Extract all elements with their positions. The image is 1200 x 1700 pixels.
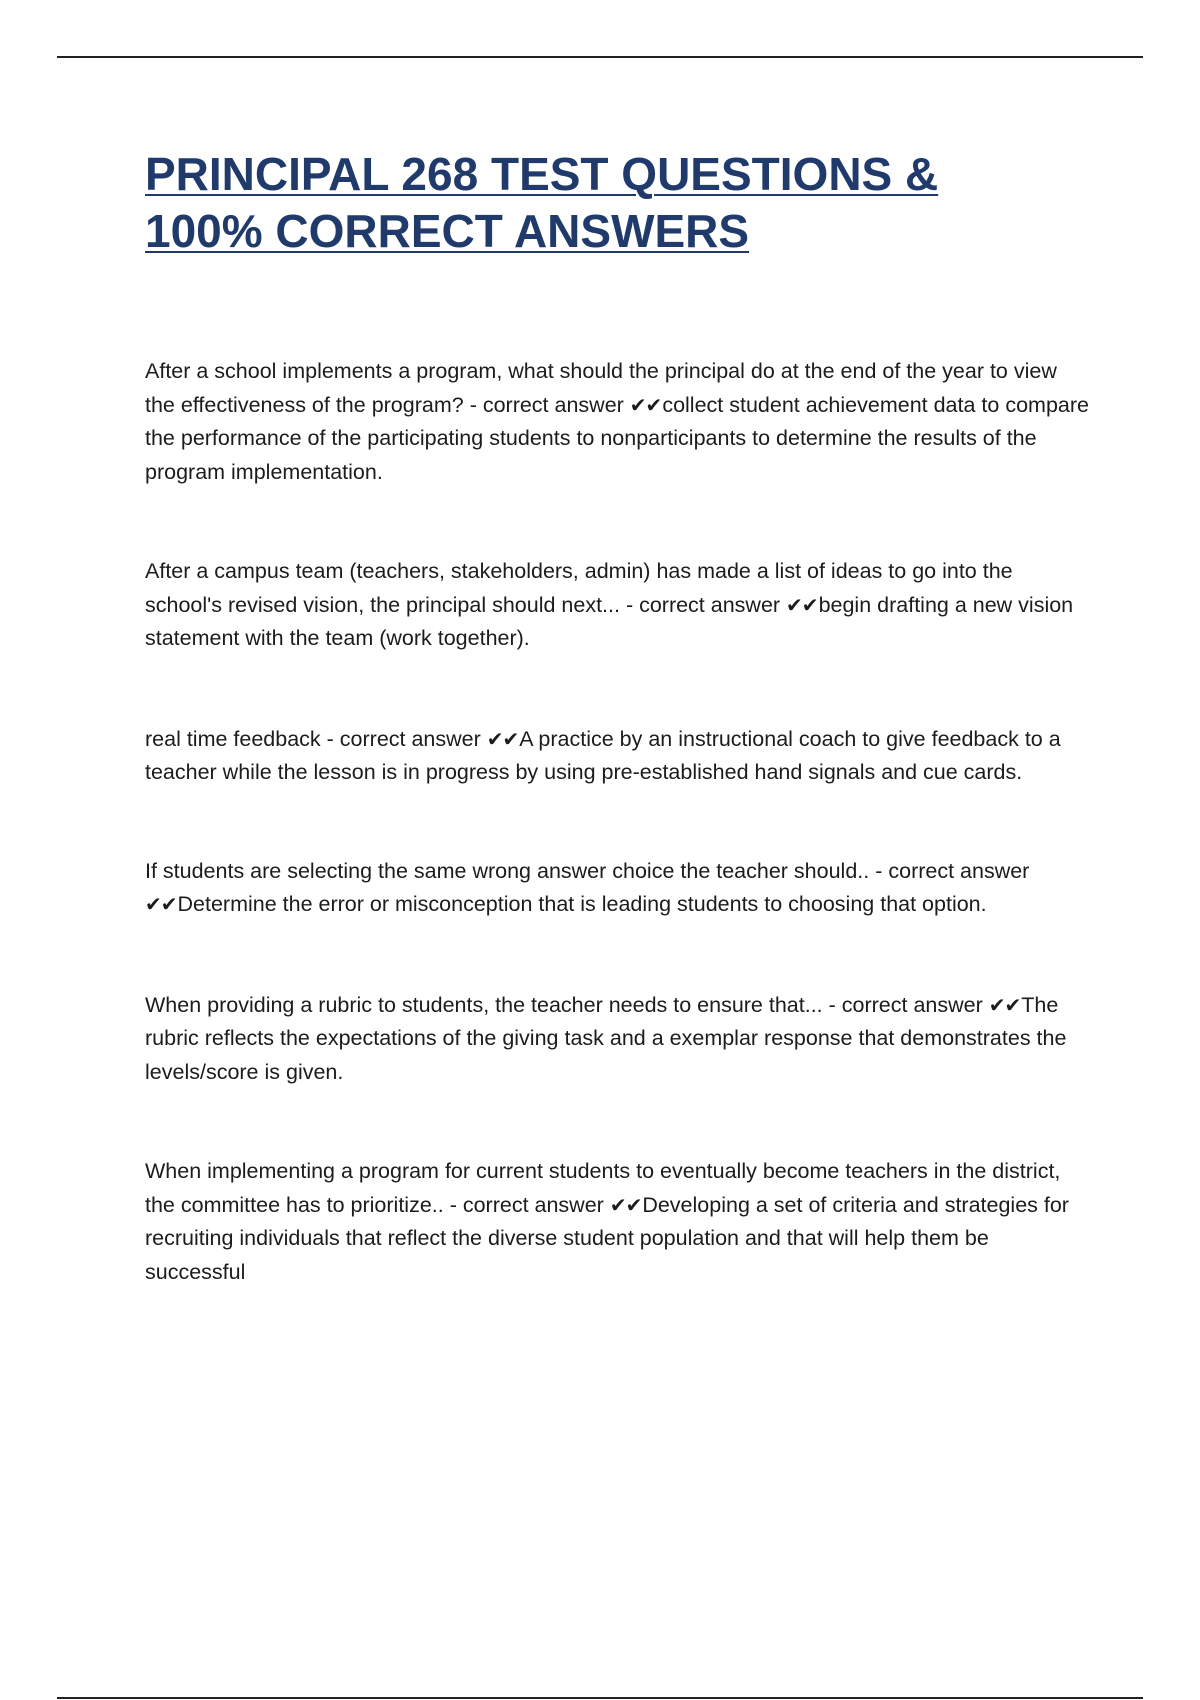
double-check-icon: ✔✔ xyxy=(786,592,818,617)
double-check-icon: ✔✔ xyxy=(629,392,662,417)
answer-separator: - correct answer xyxy=(463,392,630,417)
answer-text: A practice by an instructional coach to give feedback to a teacher while the lesson is in progress by using pre-established hand signals and cue cards. xyxy=(145,726,1061,784)
answer-text: Developing a set of criteria and strategies for recruiting individuals that reflect the diverse student population and that will help them be successful xyxy=(145,1192,1069,1284)
qa-item xyxy=(145,723,1090,790)
double-check-icon: ✔✔ xyxy=(609,1192,642,1217)
qa-item xyxy=(145,989,1090,1090)
header-rule xyxy=(57,56,1143,58)
footer-rule xyxy=(57,1697,1143,1699)
question-text: When implementing a program for current students to eventually become teachers in the district, the committee has to prioritize.. xyxy=(145,1159,1061,1217)
qa-item xyxy=(145,1155,1090,1289)
question-text: After a school implements a program, what should the principal do at the end of the year to view the effectiveness of the program? xyxy=(145,359,1057,417)
answer-separator: - correct answer xyxy=(869,858,1030,883)
answer-text: The rubric reflects the expectations of the giving task and a exemplar response that demonstrates the levels/score is given. xyxy=(145,992,1067,1084)
double-check-icon: ✔✔ xyxy=(988,992,1021,1017)
answer-separator: - correct answer xyxy=(443,1192,610,1217)
title-line-2: 100% CORRECT ANSWERS xyxy=(145,205,750,257)
qa-item xyxy=(145,555,1090,656)
answer-separator: - correct answer xyxy=(320,726,487,751)
qa-item xyxy=(145,855,1090,922)
answer-separator: - correct answer xyxy=(619,592,787,617)
title-line-1: PRINCIPAL 268 TEST QUESTIONS & xyxy=(145,148,939,200)
qa-list xyxy=(145,355,1090,1289)
question-text: After a campus team (teachers, stakeholders, admin) has made a list of ideas to go into the school's revised vision, the principal should next... xyxy=(145,559,1013,617)
document-title xyxy=(145,146,1105,260)
question-text: real time feedback xyxy=(145,726,321,751)
qa-item xyxy=(145,355,1090,489)
answer-separator: - correct answer xyxy=(822,992,989,1017)
question-text: When providing a rubric to students, the teacher needs to ensure that... xyxy=(145,992,823,1017)
answer-text: collect student achievement data to compare the performance of the participating students to nonparticipants to determine the results of the program implementation. xyxy=(145,392,1089,484)
double-check-icon: ✔✔ xyxy=(486,726,519,751)
double-check-icon: ✔✔ xyxy=(145,892,177,916)
answer-text: Determine the error or misconception that is leading students to choosing that option. xyxy=(177,892,987,916)
question-text: If students are selecting the same wrong answer choice the teacher should.. xyxy=(145,858,870,883)
answer-text: begin drafting a new vision statement with the team (work together). xyxy=(145,592,1074,650)
